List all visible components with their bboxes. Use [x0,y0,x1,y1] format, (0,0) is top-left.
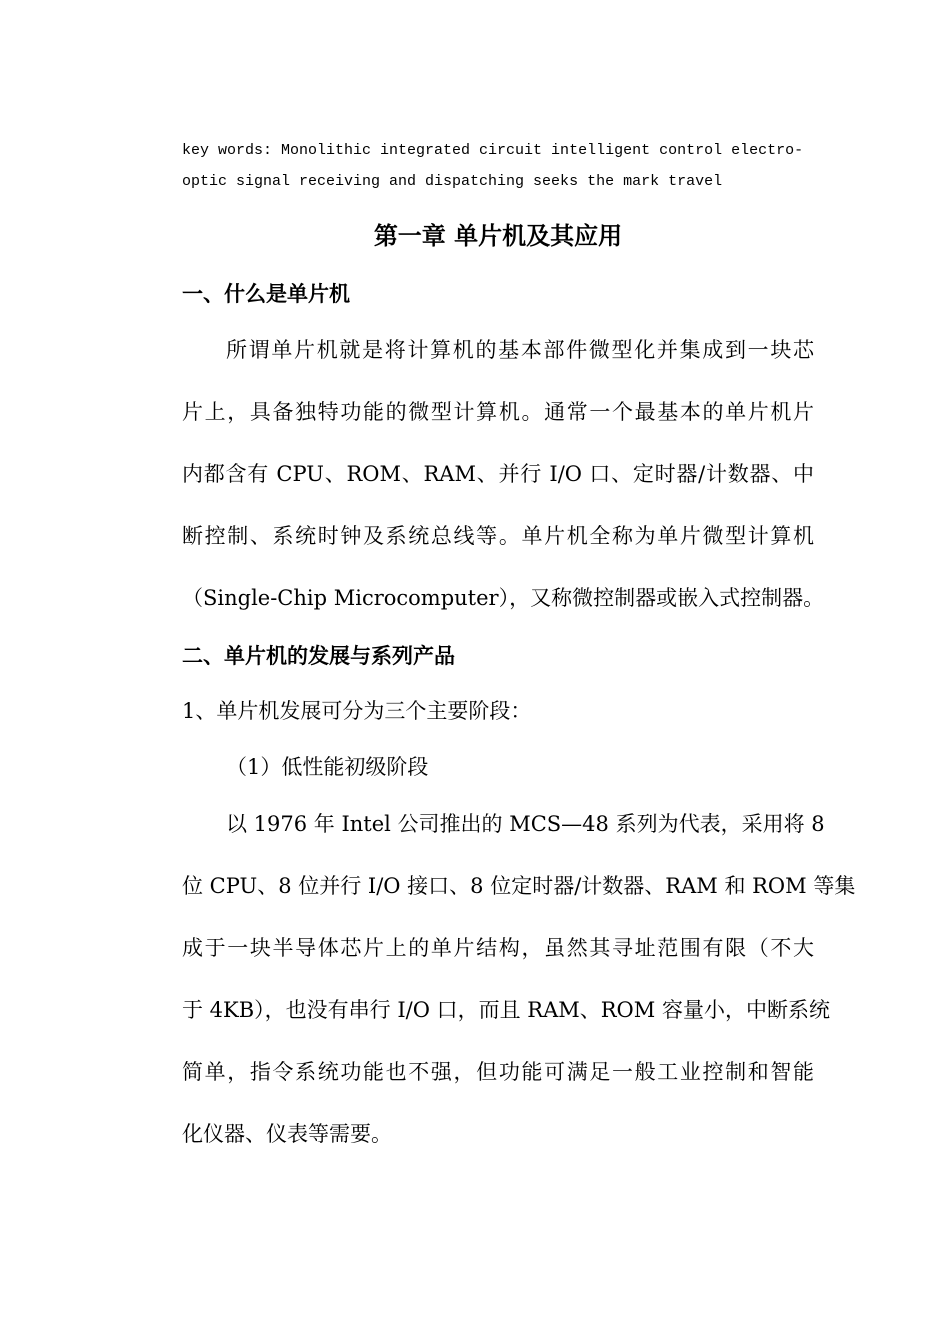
paragraph-line: 片上，具备独特功能的微型计算机。通常一个最基本的单片机片 [182,400,814,424]
paragraph-line: 化仪器、仪表等需要。 [182,1122,392,1146]
keywords-line-2: optic signal receiving and dispatching seeks the mark travel [182,173,723,190]
chapter-title: 第一章 单片机及其应用 [373,221,623,250]
paragraph-line: 断控制、系统时钟及系统总线等。单片机全称为单片微型计算机 [182,524,814,548]
keywords-line-1: key words: Monolithic integrated circuit intelligent control electro- [182,142,804,159]
paragraph-line: 位 CPU、8 位并行 I/O 接口、8 位定时器/计数器、RAM 和 ROM 等集 [182,874,856,898]
paragraph-line: 简单，指令系统功能也不强，但功能可满足一般工业控制和智能 [182,1060,814,1084]
sub-list-item: （1）低性能初级阶段 [226,755,429,779]
paragraph-line: 内都含有 CPU、ROM、RAM、并行 I/O 口、定时器/计数器、中 [182,462,814,486]
paragraph-line: 所谓单片机就是将计算机的基本部件微型化并集成到一块芯 [226,338,814,362]
paragraph-line: 以 1976 年 Intel 公司推出的 MCS—48 系列为代表，采用将 8 [226,812,825,836]
section-heading-1: 一、什么是单片机 [182,281,350,306]
paragraph-line: 成于一块半导体芯片上的单片结构，虽然其寻址范围有限（不大 [182,936,814,960]
list-item: 1、单片机发展可分为三个主要阶段： [182,699,532,723]
paragraph-line: 于 4KB），也没有串行 I/O 口，而且 RAM、ROM 容量小，中断系统 [182,998,830,1022]
paragraph-line: （Single-Chip Microcomputer），又称微控制器或嵌入式控制器。 [182,586,825,610]
section-heading-2: 二、单片机的发展与系列产品 [182,643,455,668]
